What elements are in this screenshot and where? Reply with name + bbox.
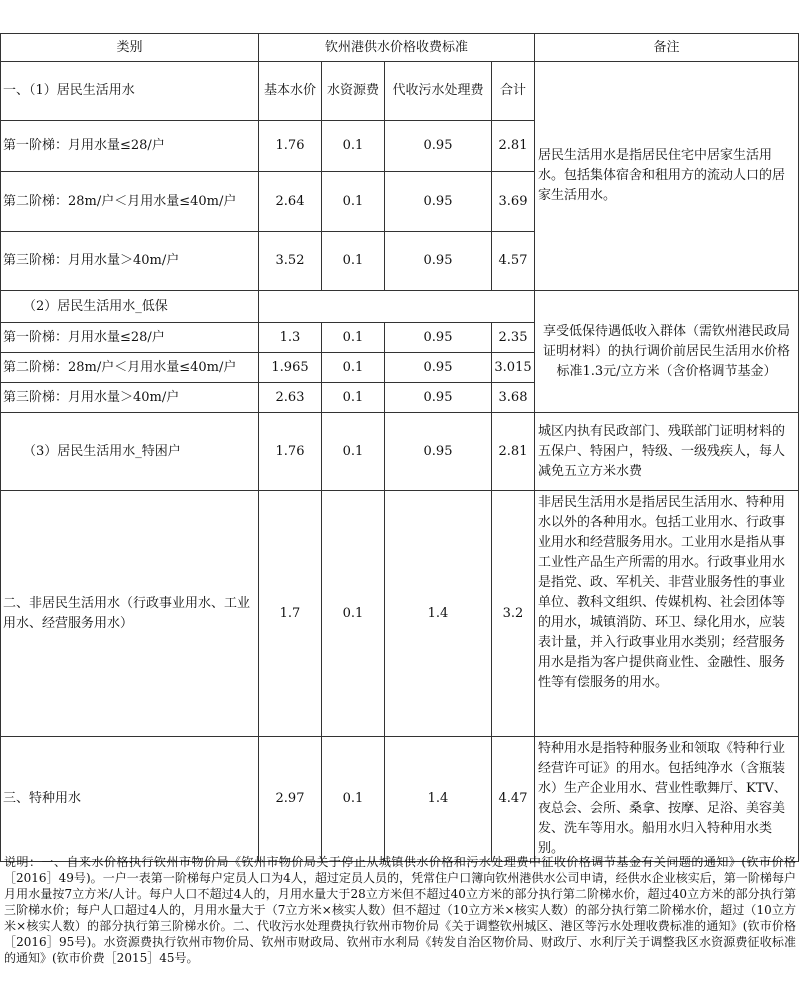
- tier-label: 第三阶梯：月用水量＞40m/户: [1, 383, 259, 413]
- tier-label: 第三阶梯：月用水量＞40m/户: [1, 232, 259, 291]
- tier-label: 第一阶梯：月用水量≤28/户: [1, 121, 259, 172]
- resource-fee: 0.1: [322, 172, 385, 232]
- resource-fee: 0.1: [322, 353, 385, 383]
- total: 2.35: [492, 323, 535, 353]
- hardship-row: [1, 413, 799, 491]
- special-title: 三、特种用水: [1, 737, 259, 862]
- total: 3.68: [492, 383, 535, 413]
- basic-price: 2.63: [259, 383, 322, 413]
- total: 3.69: [492, 172, 535, 232]
- basic-price: 1.3: [259, 323, 322, 353]
- sewage-fee: 0.95: [385, 121, 492, 172]
- total: 3.2: [492, 491, 535, 737]
- col-sewage-fee: 代收污水处理费: [385, 62, 492, 121]
- header-remarks: 备注: [535, 34, 799, 62]
- resource-fee: 0.1: [322, 323, 385, 353]
- tier-label: 第二阶梯：28m/户＜月用水量≤40m/户: [1, 172, 259, 232]
- lowincome-blank: [259, 291, 535, 323]
- sewage-fee: 0.95: [385, 413, 492, 491]
- water-price-table: [0, 33, 799, 862]
- hardship-note: 城区内执有民政部门、残联部门证明材料的五保户、特困户，特级、一级残疾人，每人减免五立方米水费: [535, 413, 799, 491]
- basic-price: 1.76: [259, 413, 322, 491]
- tier-label: 第二阶梯：28m/户＜月用水量≤40m/户: [1, 353, 259, 383]
- residential-title: 一、（1）居民生活用水: [1, 62, 259, 121]
- total: 2.81: [492, 413, 535, 491]
- resource-fee: 0.1: [322, 413, 385, 491]
- sewage-fee: 0.95: [385, 323, 492, 353]
- total: 4.57: [492, 232, 535, 291]
- tier-label: 第一阶梯：月用水量≤28/户: [1, 323, 259, 353]
- special-row: [1, 737, 799, 862]
- header-standard: 钦州港供水价格收费标准: [259, 34, 535, 62]
- col-basic-price: 基本水价: [259, 62, 322, 121]
- sewage-fee: 0.95: [385, 232, 492, 291]
- sewage-fee: 1.4: [385, 737, 492, 862]
- sewage-fee: 0.95: [385, 353, 492, 383]
- basic-price: 2.64: [259, 172, 322, 232]
- header-row: [1, 34, 799, 62]
- basic-price: 1.76: [259, 121, 322, 172]
- nonresidential-title: 二、非居民生活用水（行政事业用水、工业用水、经营服务用水）: [1, 491, 259, 737]
- resource-fee: 0.1: [322, 121, 385, 172]
- resource-fee: 0.1: [322, 232, 385, 291]
- resource-fee: 0.1: [322, 491, 385, 737]
- header-category: 类别: [1, 34, 259, 62]
- hardship-title: （3）居民生活用水_特困户: [1, 413, 259, 491]
- resource-fee: 0.1: [322, 383, 385, 413]
- lowincome-title: （2）居民生活用水_低保: [1, 291, 259, 323]
- basic-price: 3.52: [259, 232, 322, 291]
- lowincome-note: 享受低保待遇低收入群体（需钦州港民政局证明材料）的执行调价前居民生活用水价格标准1.3元/立方米（含价格调节基金）: [535, 291, 799, 413]
- total: 2.81: [492, 121, 535, 172]
- basic-price: 1.965: [259, 353, 322, 383]
- lowincome-header-row: [1, 291, 799, 323]
- sewage-fee: 0.95: [385, 172, 492, 232]
- residential-header-row: [1, 62, 799, 121]
- footnote: 说明：一、自来水价格执行钦州市物价局《钦州市物价局关于停止从城镇供水价格和污水处理费中征收价格调节基金有关问题的通知》(钦市价格［2016］49号)。一户一表第一阶梯每户定员人口为4人，超过定员人员的，凭常住户口簿向钦州港供水公司申请，经供水企业核实后，第一阶梯每户月用水量按7立方米/人计。每户人口不超过4人的，月用水量大于28立方米但不超过40立方米的部分执行第二阶梯水价，超过40立方米的部分执行第三阶梯水价；每户人口超过4人的，月用水量大于（7立方米×核实人数）但不超过（10立方米×核实人数）的部分执行第二阶梯水价，超过（10立方米×核实人数）的部分执行第三阶梯水价。二、代收污水处理费执行钦州市物价局《关于调整钦州城区、港区等污水处理收费标准的通知》(钦市价格［2016］95号)。水资源费执行钦州市物价局、钦州市财政局、钦州市水利局《转发自治区物价局、财政厅、水利厅关于调整我区水资源费征收标准的通知》(钦市价费［2015］45号。: [4, 855, 796, 965]
- residential-note: 居民生活用水是指居民住宅中居家生活用水。包括集体宿舍和租用方的流动人口的居家生活用水。: [535, 62, 799, 291]
- special-note: 特种用水是指特种服务业和领取《特种行业经营许可证》的用水。包括纯净水（含瓶装水）生产企业用水、营业性歌舞厅、KTV、夜总会、会所、桑拿、按摩、足浴、美容美发、洗车等用水。船用水归入特种用水类别。: [535, 737, 799, 862]
- basic-price: 2.97: [259, 737, 322, 862]
- nonresidential-row: [1, 491, 799, 737]
- total: 4.47: [492, 737, 535, 862]
- basic-price: 1.7: [259, 491, 322, 737]
- sewage-fee: 1.4: [385, 491, 492, 737]
- nonresidential-note: 非居民生活用水是指居民生活用水、特种用水以外的各种用水。包括工业用水、行政事业用水和经营服务用水。工业用水是指从事工业性产品生产所需的用水。行政事业用水是指党、政、军机关、非营业服务性的事业单位、教科文组织、传媒机构、社会团体等的用水，城镇消防、环卫、绿化用水，应装表计量，并入行政事业用水类别；经营服务用水是指为客户提供商业性、金融性、服务性等有偿服务的用水。: [535, 491, 799, 737]
- sewage-fee: 0.95: [385, 383, 492, 413]
- col-water-resource-fee: 水资源费: [322, 62, 385, 121]
- col-total: 合计: [492, 62, 535, 121]
- resource-fee: 0.1: [322, 737, 385, 862]
- total: 3.015: [492, 353, 535, 383]
